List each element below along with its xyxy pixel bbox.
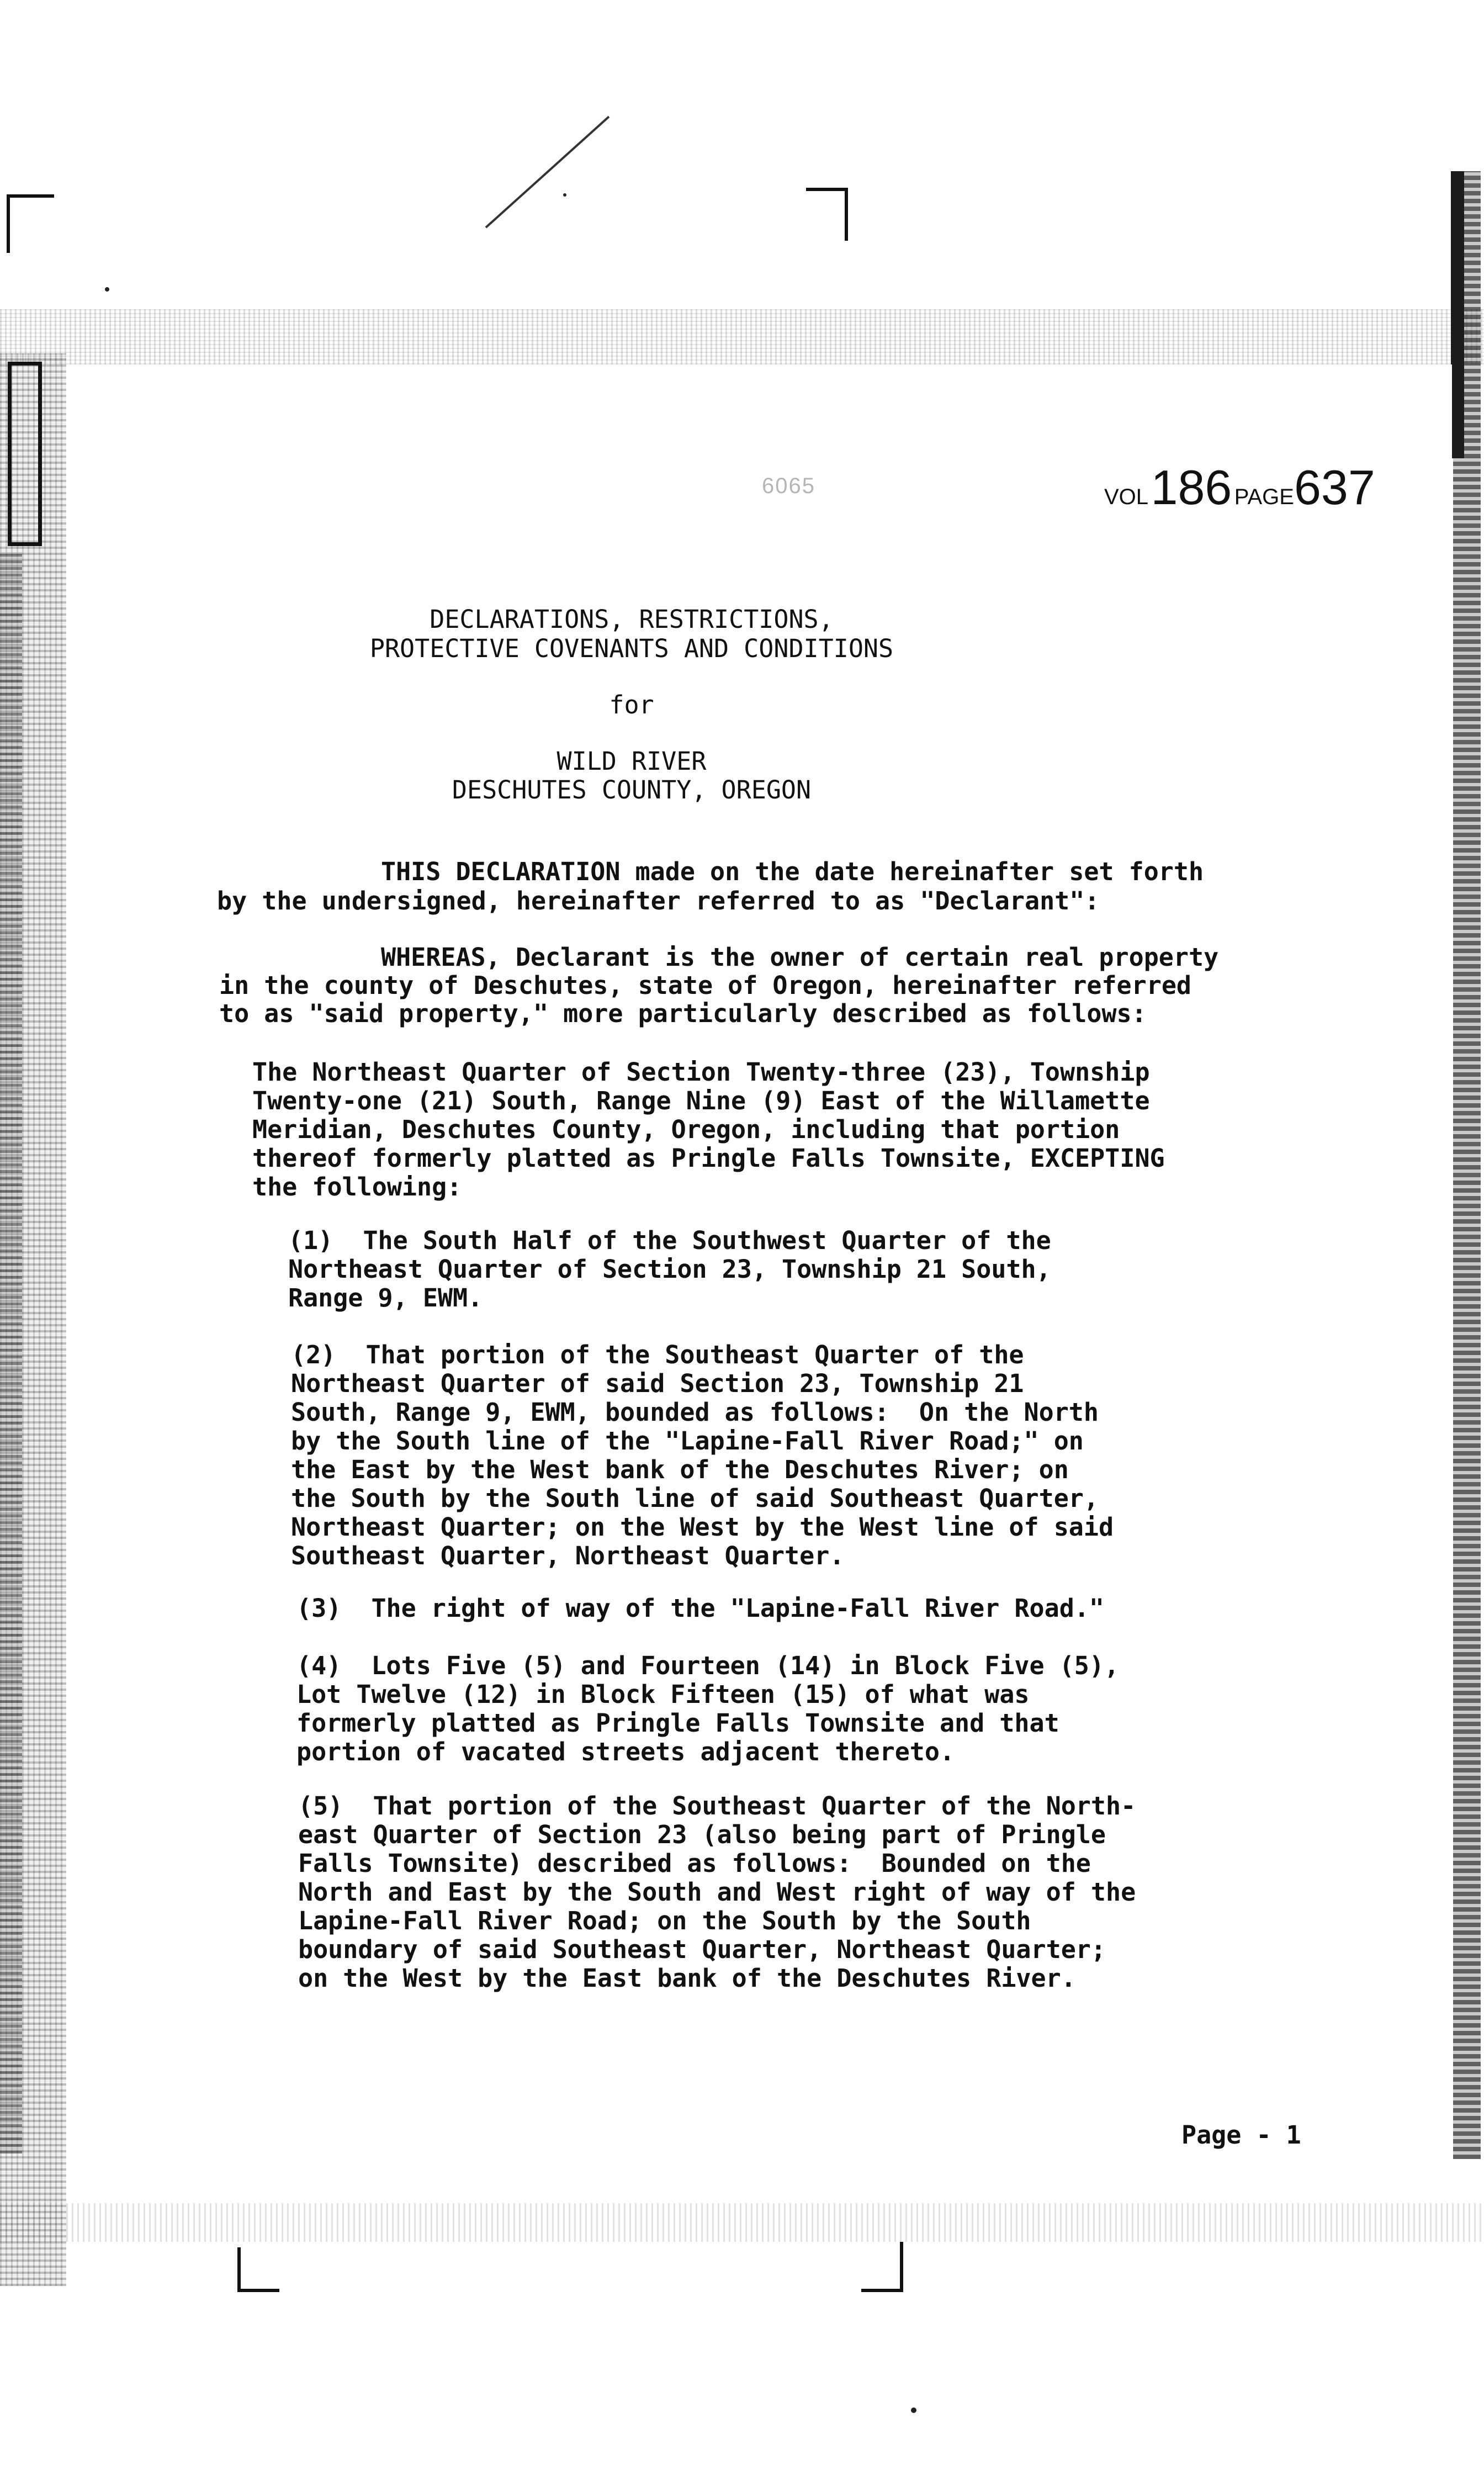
crop-mark-bottom-right (861, 2242, 903, 2292)
exception-2-line-8: Southeast Quarter, Northeast Quarter. (291, 1541, 845, 1570)
intro-line-1: THIS DECLARATION made on the date hereinafter set forth (381, 857, 1204, 886)
page-label: PAGE (1234, 485, 1294, 509)
page-number: 637 (1294, 460, 1375, 515)
crop-mark-top-right (806, 188, 848, 241)
exception-5-line-5: Lapine-Fall River Road; on the South by the South (298, 1906, 1031, 1935)
scan-bottom-noise (0, 2203, 1484, 2242)
exception-5-line-7: on the West by the East bank of the Deschutes River. (298, 1964, 1076, 1993)
exception-2-line-3: South, Range 9, EWM, bounded as follows: On the North (291, 1398, 1099, 1427)
exception-1-line-3: Range 9, EWM. (288, 1283, 483, 1313)
volume-page-stamp (1104, 459, 1375, 516)
exception-2-line-2: Northeast Quarter of said Section 23, Township 21 (291, 1369, 1024, 1398)
exception-2-line-5: the East by the West bank of the Deschutes River; on (291, 1455, 1069, 1484)
exception-2-line-1: (2) That portion of the Southeast Quarter of the (291, 1340, 1024, 1369)
exception-5-line-3: Falls Townsite) described as follows: Bounded on the (298, 1849, 1091, 1878)
faded-recording-number: 6065 (762, 474, 815, 498)
page-number-footer: Page - 1 (1181, 2120, 1301, 2150)
title-line-2: PROTECTIVE COVENANTS AND CONDITIONS (369, 634, 894, 663)
title-line-3: WILD RIVER (556, 747, 707, 776)
title-line-4: DESCHUTES COUNTY, OREGON (452, 775, 812, 805)
description-line-1: The Northeast Quarter of Section Twenty-three (23), Township (252, 1057, 1150, 1087)
whereas-line-1: WHEREAS, Declarant is the owner of certain real property (381, 943, 1219, 972)
exception-4-line-2: Lot Twelve (12) in Block Fifteen (15) of what was (296, 1680, 1030, 1709)
intro-line-2: by the undersigned, hereinafter referred to as "Declarant": (217, 886, 1100, 916)
exception-4-line-1: (4) Lots Five (5) and Fourteen (14) in Block Five (5), (296, 1651, 1120, 1680)
exception-5-line-1: (5) That portion of the Southeast Quarter of the North- (298, 1791, 1136, 1821)
scan-right-edge-bar (1451, 171, 1464, 458)
whereas-line-2: in the county of Deschutes, state of Oregon, hereinafter referred (219, 971, 1191, 1000)
scan-speck (911, 2407, 916, 2413)
stray-pen-line (485, 116, 610, 229)
whereas-line-3: to as "said property," more particularly described as follows: (219, 999, 1147, 1028)
exception-2-line-4: by the South line of the "Lapine-Fall River Road;" on (291, 1426, 1084, 1456)
exception-4-line-3: formerly platted as Pringle Falls Townsite and that (296, 1708, 1059, 1738)
exception-1-line-1: (1) The South Half of the Southwest Quarter of the (288, 1226, 1051, 1255)
exception-5-line-2: east Quarter of Section 23 (also being part of Pringle (298, 1820, 1106, 1849)
exception-5-line-4: North and East by the South and West right of way of the (298, 1877, 1136, 1907)
scan-speck (563, 193, 566, 197)
binder-clip-mark (8, 362, 42, 546)
crop-mark-top-left (7, 194, 54, 253)
description-line-2: Twenty-one (21) South, Range Nine (9) East of the Willamette (252, 1086, 1150, 1115)
vol-label: VOL (1104, 485, 1149, 509)
scan-noise-band (0, 309, 1484, 364)
exception-2-line-6: the South by the South line of said Southeast Quarter, (291, 1484, 1099, 1513)
exception-3-line-1: (3) The right of way of the "Lapine-Fall River Road." (296, 1594, 1104, 1623)
vol-number: 186 (1151, 460, 1232, 515)
scan-right-edge-shadow (1453, 171, 1481, 2159)
description-line-3: Meridian, Deschutes County, Oregon, including that portion (252, 1115, 1120, 1144)
scan-speck (105, 287, 109, 292)
exception-5-line-6: boundary of said Southeast Quarter, Northeast Quarter; (298, 1935, 1106, 1964)
title-for: for (609, 690, 654, 719)
title-line-1: DECLARATIONS, RESTRICTIONS, (430, 605, 834, 634)
exception-4-line-4: portion of vacated streets adjacent thereto. (296, 1737, 955, 1766)
crop-mark-bottom-left (237, 2247, 279, 2292)
description-line-5: the following: (252, 1172, 462, 1202)
exception-2-line-7: Northeast Quarter; on the West by the West line of said (291, 1512, 1114, 1542)
exception-1-line-2: Northeast Quarter of Section 23, Township 21 South, (288, 1255, 1051, 1284)
description-line-4: thereof formerly platted as Pringle Falls Townsite, EXCEPTING (252, 1144, 1165, 1173)
